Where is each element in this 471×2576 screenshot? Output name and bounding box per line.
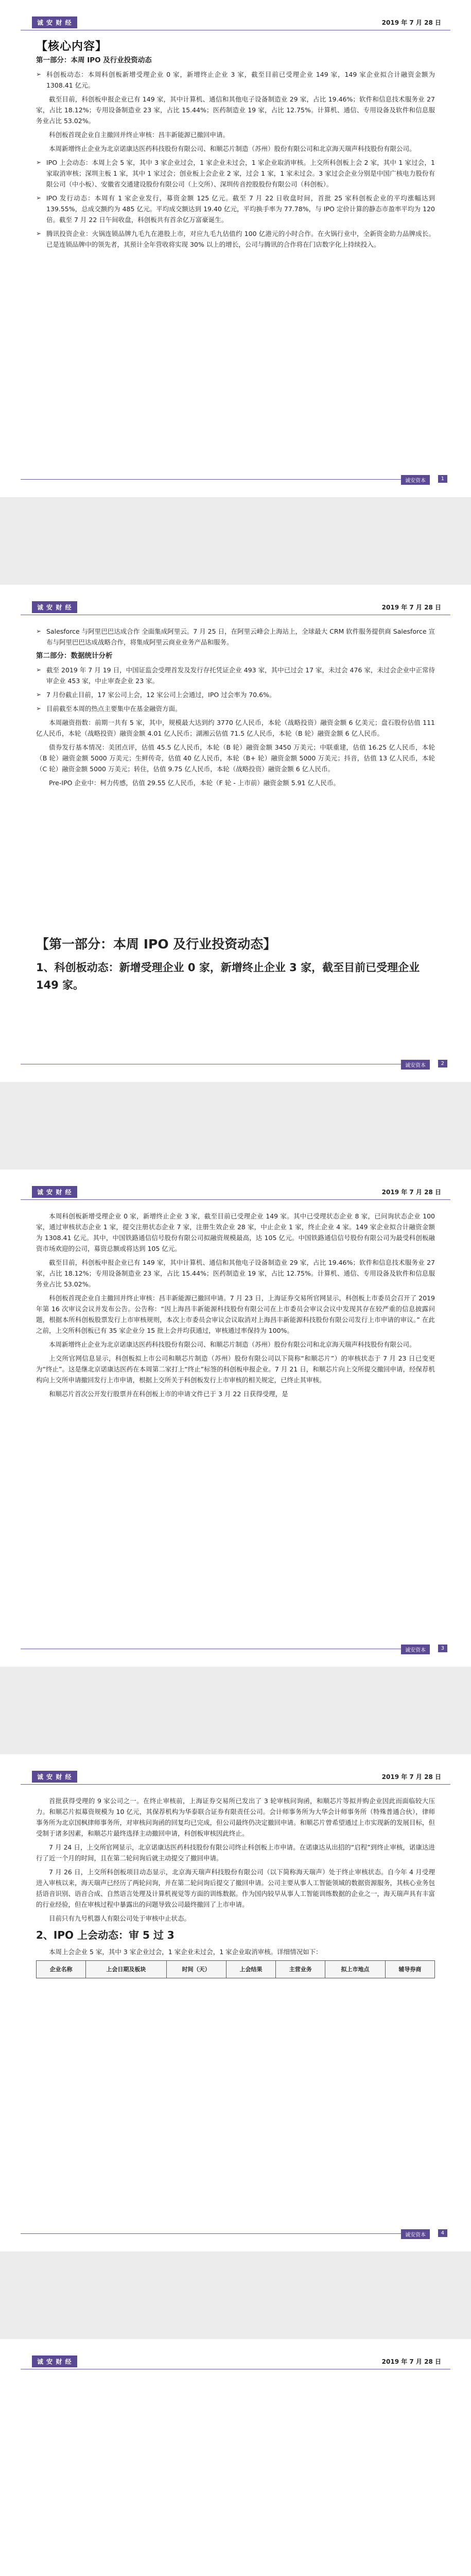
table-header: 上会结果 — [226, 1961, 275, 1978]
header-logo: 诚 安 财 经 — [32, 1771, 77, 1783]
bullet-csrc-stats: ➢ 截至 2019 年 7 月 19 日，中国证监会受理首发及发行存托凭证企业 493 家，其中已过会 17 家，未过会 476 家，未过会企业中正常待审企业 453 家，中止审查企业 23 家。 — [36, 665, 435, 686]
table-header: 上会日期及板块 — [86, 1961, 166, 1978]
paragraph: 本周新增终止企业为北京诺康达医药科技股份有限公司、和顺芯片制造（苏州）股份有限公司和北京海天瑞声科技股份有限公司。 — [49, 145, 416, 152]
paragraph: 首批获得受理的 9 家公司之一。在终止审核前，上海证券交易所已发出了 3 轮审核问询函，和顺芯片等拟并购企业因此而面临较大压力。和顺芯片拟募资规模为 10 亿元，其保荐机构为华泰联合证券有限责任公司。会计师事务所为大华会计师事务所（特殊普通合伙），律师事务所为北京国枫律师事务所，对审核问询函的回复均已完成，但公司最终仍决定撤回申请。和顺芯片曾希望通过上市实现新的发展目标，但受制于诸多因素，和顺芯片最终选择主动撤回申请，科创板审核因此终止。 — [36, 1797, 435, 1837]
header-logo: 诚 安 财 经 — [32, 1186, 77, 1198]
paragraph: 7 月 26 日，上交所科创板项目动态显示，北京海天瑞声科技股份有限公司（以下简称海天瑞声）处于终止审核状态。自今年 4 月受理进入审核以来，海天瑞声已经历了两轮问询，并在第二轮问询后提交了撤回申请。公司主要从事人工智能领域的数据资源服务，其核心业务包括语音识别、语音合成、自然语言处理及计算机视觉等方面的训练数据。作为国内较早从事人工智能训练数据的企业之一，海天瑞声具有丰富的行业经验，但在审核过程中暴露出的问题导致公司最终撤回了上市申请。 — [36, 1868, 435, 1908]
page-1-content — [36, 41, 435, 253]
paragraph: 本周新增终止企业为北京诺康达医药科技股份有限公司、和顺芯片制造（苏州）股份有限公司和北京海天瑞声科技股份有限公司。 — [49, 1341, 416, 1348]
paragraph: Pre-IPO 企业中：柯力传感，估值 29.55 亿人民币，本轮（F 轮 - 上市前）融资金额 5.91 亿人民币。 — [49, 779, 340, 787]
bullet-ipo-issuance: ➢ IPO 发行动态：本周有 1 家企业发行，募资金额 125 亿元。截至 7 月 22 日收盘时间，首批 25 家科创板企业的平均涨幅达到 139.55%，总成交额约为 485 亿元。平均成交额达到 19.40 亿元，平均换手率为 77.78%，与 IPO 定价计算的静态市盈率平均为 120 倍。截至 7 月 22 日午间收盘，科创板共有首余亿万富豪诞生。 — [36, 193, 435, 225]
ipo-meeting-table — [36, 1960, 435, 1978]
paragraph: 和顺芯片首次公开发行股票并在科创板上市的申请文件已于 3 月 22 日获得受理，是 — [49, 1390, 288, 1398]
page-gap — [0, 1082, 471, 1170]
page-number: 4 — [438, 2229, 447, 2237]
page-number: 1 — [438, 475, 447, 483]
header-date: 2019 年 7 月 28 日 — [381, 19, 441, 26]
bullet-ipo-meeting: ➢ IPO 上会动态：本周上会 5 家，其中 3 家企业过会，1 家企业未过会，1 家企业取消审核。上交所科创板上会 2 家，其中 1 家过会，1 家取消审核；深圳主板 1 家，其中 1 家过会；创业板上会企业 2 家，过会 1 家，1 家未过会。3 家过会企业分别是中国广核电力股份有限公司（中小板）、安徽省交通建设股份有限公司（上交所）、深圳传音控股股份有限公司（科创板）。 — [36, 157, 435, 190]
footer-logo: 诚安资本 — [401, 1060, 430, 1070]
header-logo: 诚 安 财 经 — [32, 2355, 77, 2367]
page-2-content — [36, 626, 435, 791]
footer-logo: 诚安资本 — [401, 1645, 430, 1654]
table-header: 拟上市地点 — [325, 1961, 385, 1978]
header-date: 2019 年 7 月 28 日 — [381, 604, 441, 611]
page-1 — [0, 0, 471, 497]
page-2 — [0, 585, 471, 1082]
core-content-title: 【核心内容】 — [36, 40, 108, 53]
table-header: 企业名称 — [37, 1961, 86, 1978]
page-3-content — [36, 1211, 435, 1402]
page-number: 3 — [438, 1645, 447, 1652]
bullet-hotspots: ➢ 目前截至本周的热点主要集中在基金融资方面。 — [36, 703, 435, 714]
section-title-part-1 — [36, 935, 435, 994]
page-footer — [21, 1643, 450, 1655]
bullet-salesforce: ➢ Salesforce 与阿里巴巴达成合作 全面集成阿里云。7 月 25 日，在阿里云峰会上海站上，全球最大 CRM 软件服务提供商 Salesforce 宣布与阿里巴巴达成战略合作，将集成阿里云商业业务产品和服务。 — [36, 626, 435, 648]
page-4 — [0, 1754, 471, 2251]
table-header: 辅导券商 — [385, 1961, 434, 1978]
part-2-heading: 第二部分：数据统计分析 — [36, 652, 113, 660]
page-header — [21, 15, 450, 30]
page-header — [21, 1770, 450, 1785]
header-date: 2019 年 7 月 28 日 — [381, 1189, 441, 1196]
page-footer — [21, 1059, 450, 1070]
header-date: 2019 年 7 月 28 日 — [381, 1773, 441, 1781]
part-1-heading: 第一部分：本周 IPO 及行业投资动态 — [36, 56, 152, 64]
page-footer — [21, 474, 450, 485]
bullet-tencent-investment: ➢ 腾讯投资企业：火锅连锁品牌九毛九在港股上市，对应九毛九估值约 100 亿港元的小时合作。在火锅行业中，全新资金助力品牌成长。已是连锁品牌中的领先者，其预计全年营收将实现 30% 以上的增长，公司与腾讯的合作将在门店数字化上持续投入。 — [36, 228, 435, 250]
page-footer — [21, 2228, 450, 2240]
footer-logo: 诚安资本 — [401, 2229, 430, 2239]
page-gap — [0, 1667, 471, 1754]
paragraph: 上交所官网信息显示，科创板拟上市公司和顺芯片制造（苏州）股份有限公司以下简称“和顺芯片”）的审核状态于 7 月 23 日已变更为“终止”。这是继北京诺康达医药在本周第二家打上“终止”标签的科创板申报企业。7 月 21 日，和顺芯片向上交所提交撤回申请，经保荐机构向上交所申请撤回发行上市申请，根据上交所关于科创板发行上市审核的相关规定，已终止其审核。 — [36, 1354, 435, 1384]
big-subsection-title: 1、科创板动态：新增受理企业 0 家，新增终止企业 3 家，截至目前已受理企业 149 家。 — [36, 961, 420, 991]
page-5 — [0, 2339, 471, 2576]
bullet-july-meetings: ➢ 7 月份截止目前，17 家公司上会，12 家公司上会通过，IPO 过会率为 70.6%。 — [36, 689, 435, 700]
big-section-title: 【第一部分：本周 IPO 及行业投资动态】 — [36, 937, 276, 952]
page-gap — [0, 2251, 471, 2339]
header-logo: 诚 安 财 经 — [32, 16, 77, 28]
header-date: 2019 年 7 月 28 日 — [381, 2358, 441, 2365]
table-header: 主营业务 — [276, 1961, 325, 1978]
paragraph: 截至目前，科创板申报企业已有 149 家，其中计算机、通信和其他电子设备制造业 29 家，占比 19.46%；软件和信息技术服务业 27 家，占比 18.12%；专用设备制造业 23 家，占比 15.44%；医药制造业 19 家，占比 12.75%。计算机、通信、专用设备及软件和信息服务业占比 53.02%。 — [36, 1259, 435, 1288]
page-4-content — [36, 1795, 435, 1978]
page-header — [21, 600, 450, 615]
paragraph: 本周上会企业 5 家，其中 3 家企业过会，1 家企业未过会，1 家企业取消审核。详细情况如下： — [49, 1948, 322, 1956]
header-logo: 诚 安 财 经 — [32, 601, 77, 613]
paragraph: 债券发行基本情况：美团点评，估值 45.5 亿人民币，本轮（B 轮）融资金额 3450 万美元；中联重建，估值 16.25 亿人民币，本轮（B 轮）融资金额 5000 万美元；生鲜传奇，估值 40 亿人民币，本轮（B+ 轮）融资金额 5000 万美元；抖音，估值 13 亿人民币，本轮（C 轮）融资金额 5000 万美元；转住，估值 9.75 亿人民币，本轮（战略投资）融资金额 6 亿人民币。 — [36, 743, 435, 773]
page-gap — [0, 497, 471, 585]
page-number: 2 — [438, 1060, 447, 1067]
paragraph: 科创板首现企业自主撤回并终止审核：昌丰新能源已撤回申请。7 月 23 日，上海证券交易所官网显示，科创板上市委员会召开了 2019 年第 16 次审议会议并发布公告。公告称：“因上海昌丰新能源科技股份有限公司在上市委员会审议会议中发现其存在较严重的信息披露问题，根据本所科创板股票发行上市审核规则，本次上市委员会审议会议取消对上海昌丰新能源科技股份有限公司发行上市申请的审议。” 在此之前，上交所科创板已有 35 家企业分 15 批上会并均获通过，审核通过率保持为 100%。 — [36, 1294, 435, 1334]
page-header — [21, 1185, 450, 1200]
paragraph: 目前只有九号机器人有限公司处于审核中止状态。 — [49, 1914, 191, 1922]
paragraph: 本周科创板新增受理企业 0 家，新增终止企业 3 家，截至目前已受理企业 149 家。其中已受理状态企业 8 家，已问询状态企业 100 家，通过审核状态企业 1 家，提交注册状态企业 7 家，注册生效企业 28 家，中止企业 1 家，终止企业 4 家。149 家企业拟合计融资金额为 1308.41 亿元。其中，中国铁路通信信号股份有限公司拟融资规模最高，达 105 亿元。中国铁路通信信号股份有限公司为最受科创板融资市场欢迎的公司，募资总额或将达到 105 亿元。 — [36, 1212, 435, 1252]
paragraph: 科创板首现企业自主撤回并终止审核：昌丰新能源已撤回申请。 — [49, 131, 230, 139]
section-2-heading: 2、IPO 上会动态：审 5 过 3 — [36, 1929, 175, 1941]
page-3 — [0, 1170, 471, 1667]
paragraph: 截至目前，科创板申报企业已有 149 家，其中计算机、通信和其他电子设备制造业 29 家，占比 19.46%；软件和信息技术服务业 27 家，占比 18.12%；专用设备制造业 23 家，占比 15.44%；医药制造业 19 家，占比 12.75%。计算机、通信、专用设备及软件和信息服务业占比 53.02%。 — [36, 95, 435, 125]
table-header: 时间（天） — [166, 1961, 226, 1978]
paragraph: 7 月 24 日，上交所官网显示，北京诺康达医药科技股份有限公司终止科创板上市申请。在诺康达从出招的“启程”到终止审核，诺康达进行了近一个月的时间，且在第二轮问询后就主动提交了撤回申请。 — [36, 1843, 435, 1862]
table-header-row — [37, 1961, 435, 1978]
footer-logo: 诚安资本 — [401, 475, 430, 485]
bullet-star-market: ➢ 科创板动态：本周科创板新增受理企业 0 家，新增终止企业 3 家，截至目前已受理企业 149 家，149 家企业拟合计融资金额为 1308.41 亿元。 — [36, 69, 435, 91]
paragraph: 本周融资指数：前期一共有 5 家，其中，规模最大达到约 3770 亿人民币，本轮（战略投资）融资金额 6 亿美元；盘石股份估值 111 亿人民币，本轮（战略投资）融资金额 4.01 亿人民币；湖湘云估值 71.5 亿人民币，本轮（B 轮）融资金额 6 亿人民币。 — [36, 719, 435, 737]
page-header — [21, 2354, 450, 2369]
